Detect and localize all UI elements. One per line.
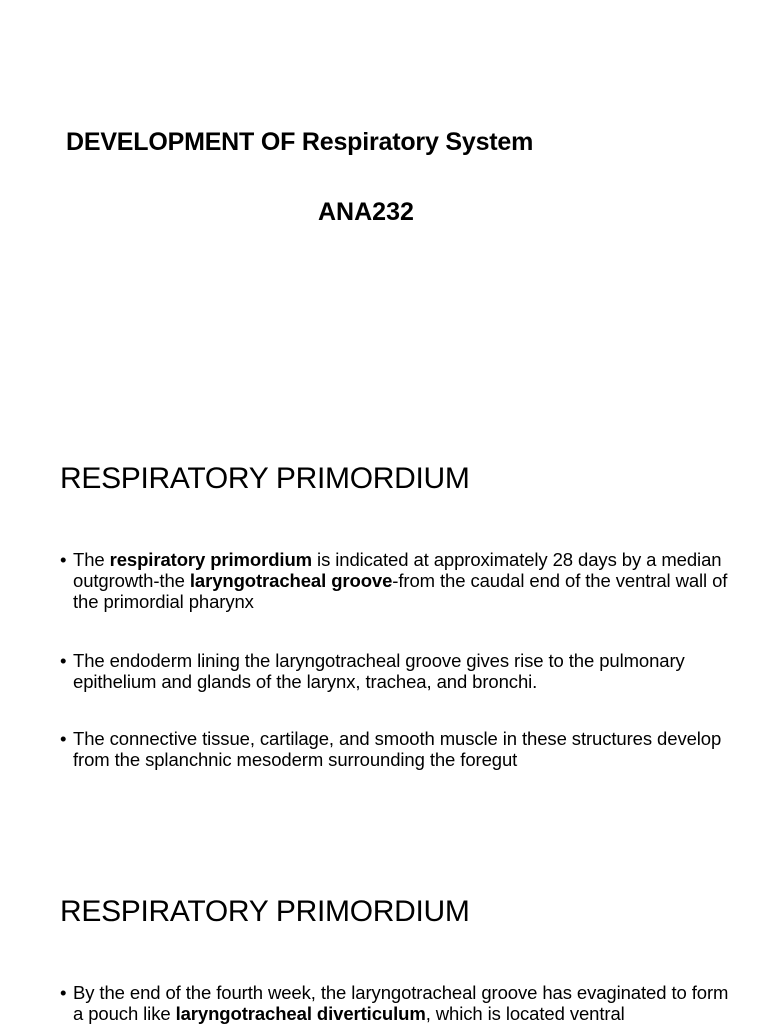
bullet-dot-icon: • (60, 982, 67, 1003)
bold-term: laryngotracheal diverticulum (175, 1003, 426, 1024)
bullet-dot-icon: • (60, 549, 67, 570)
bullet-dot-icon: • (60, 650, 67, 671)
bullet-text: The connective tissue, cartilage, and smooth muscle in these structures develop from the splanchnic mesoderm surrounding the foregut (73, 728, 722, 770)
bullet-text: The (73, 549, 110, 570)
bullet-text: , which is located ventral (425, 1003, 625, 1024)
bullet-text: The endoderm lining the laryngotracheal groove gives rise to the pulmonary epithelium and glands of the larynx, trachea, and bronchi. (73, 650, 685, 692)
bullet-dot-icon: • (60, 728, 67, 749)
bullet-list (60, 982, 740, 1024)
section-heading: RESPIRATORY PRIMORDIUM (60, 895, 470, 928)
presentation-title: DEVELOPMENT OF Respiratory System (66, 128, 534, 156)
bullet-item (60, 650, 740, 692)
bullet-item (60, 728, 740, 770)
bullet-item (60, 549, 740, 612)
section-heading: RESPIRATORY PRIMORDIUM (60, 462, 470, 495)
bullet-text: is indicated at approximately 28 days by a median outgrowth-the (73, 549, 722, 591)
bullet-text: By the end of the fourth week, the laryngotracheal groove has evaginated to form a pouch like (73, 982, 729, 1024)
bullet-item (60, 982, 740, 1024)
slide-respiratory-primordium-1 (60, 459, 740, 770)
course-code: ANA232 (318, 198, 414, 226)
slide-respiratory-primordium-2 (60, 892, 740, 1024)
bullet-list (60, 549, 740, 770)
bold-term: laryngotracheal groove (189, 570, 393, 591)
bullet-text: -from the caudal end of the ventral wall of the primordial pharynx (73, 570, 728, 612)
title-slide (66, 124, 726, 226)
bold-term: respiratory primordium (109, 549, 313, 570)
